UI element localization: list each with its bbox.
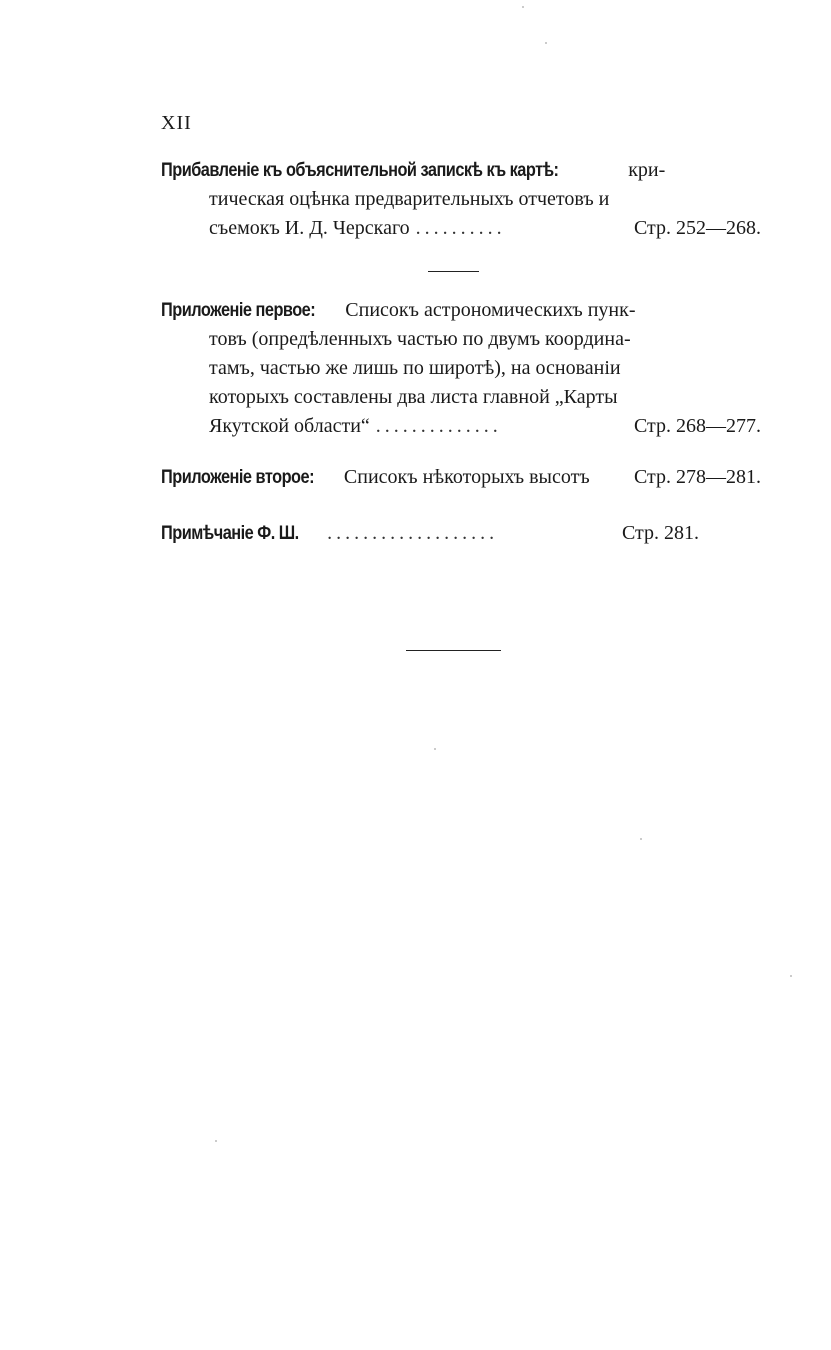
entry-leader-line — [161, 214, 761, 243]
entry-first-line — [161, 519, 699, 548]
toc-entry-note — [161, 519, 699, 548]
entry-first-line — [161, 463, 761, 492]
toc-entry-appendix-one — [161, 296, 761, 441]
entry-text: кри- — [623, 159, 666, 181]
entry-line: товъ (опредѣленныхъ частью по двумъ координа- — [209, 328, 631, 350]
section-divider — [428, 271, 479, 272]
page-range: Стр. 252—268. — [633, 217, 761, 239]
page-range: Стр. 278—281. — [633, 466, 761, 488]
entry-first-line — [161, 296, 761, 325]
entry-first-line — [161, 156, 761, 185]
entry-heading: Примѣчаніе Ф. Ш. — [161, 523, 299, 544]
entry-line: которыхъ составлены два листа главной „Карты — [209, 386, 618, 408]
page-number: XII — [161, 112, 192, 134]
leader-dots: .............. — [375, 415, 502, 437]
scan-speck — [434, 748, 436, 750]
end-divider — [406, 650, 501, 651]
leader-dots: ................... — [327, 522, 499, 544]
entry-heading: Приложеніе второе: — [161, 467, 314, 488]
entry-leader-line — [161, 412, 761, 441]
scan-speck — [522, 6, 524, 8]
entry-heading: Приложеніе первое: — [161, 300, 316, 321]
page-range: Стр. 268—277. — [633, 415, 761, 437]
entry-text: Списокъ астрономическихъ пунк- — [340, 299, 636, 321]
entry-line: тамъ, частью же лишь по широтѣ), на основаніи — [209, 357, 621, 379]
entry-line: тическая оцѣнка предварительныхъ отчетовъ и — [209, 188, 610, 210]
entry-text: Списокъ нѣкоторыхъ высотъ — [338, 466, 590, 488]
entry-heading: Прибавленіе къ объяснительной запискѣ къ картѣ: — [161, 160, 559, 181]
leader-dots: .......... — [415, 217, 506, 239]
entry-line: Якутской области“ — [209, 415, 370, 437]
scan-speck — [545, 42, 547, 44]
toc-entry-appendix-two — [161, 463, 761, 492]
scan-speck — [640, 838, 642, 840]
toc-entry-addendum — [161, 156, 761, 243]
entry-line: съемокъ И. Д. Черскаго — [209, 217, 410, 239]
page-range: Стр. 281. — [621, 522, 699, 544]
scan-speck — [215, 1140, 217, 1142]
scan-speck — [790, 975, 792, 977]
